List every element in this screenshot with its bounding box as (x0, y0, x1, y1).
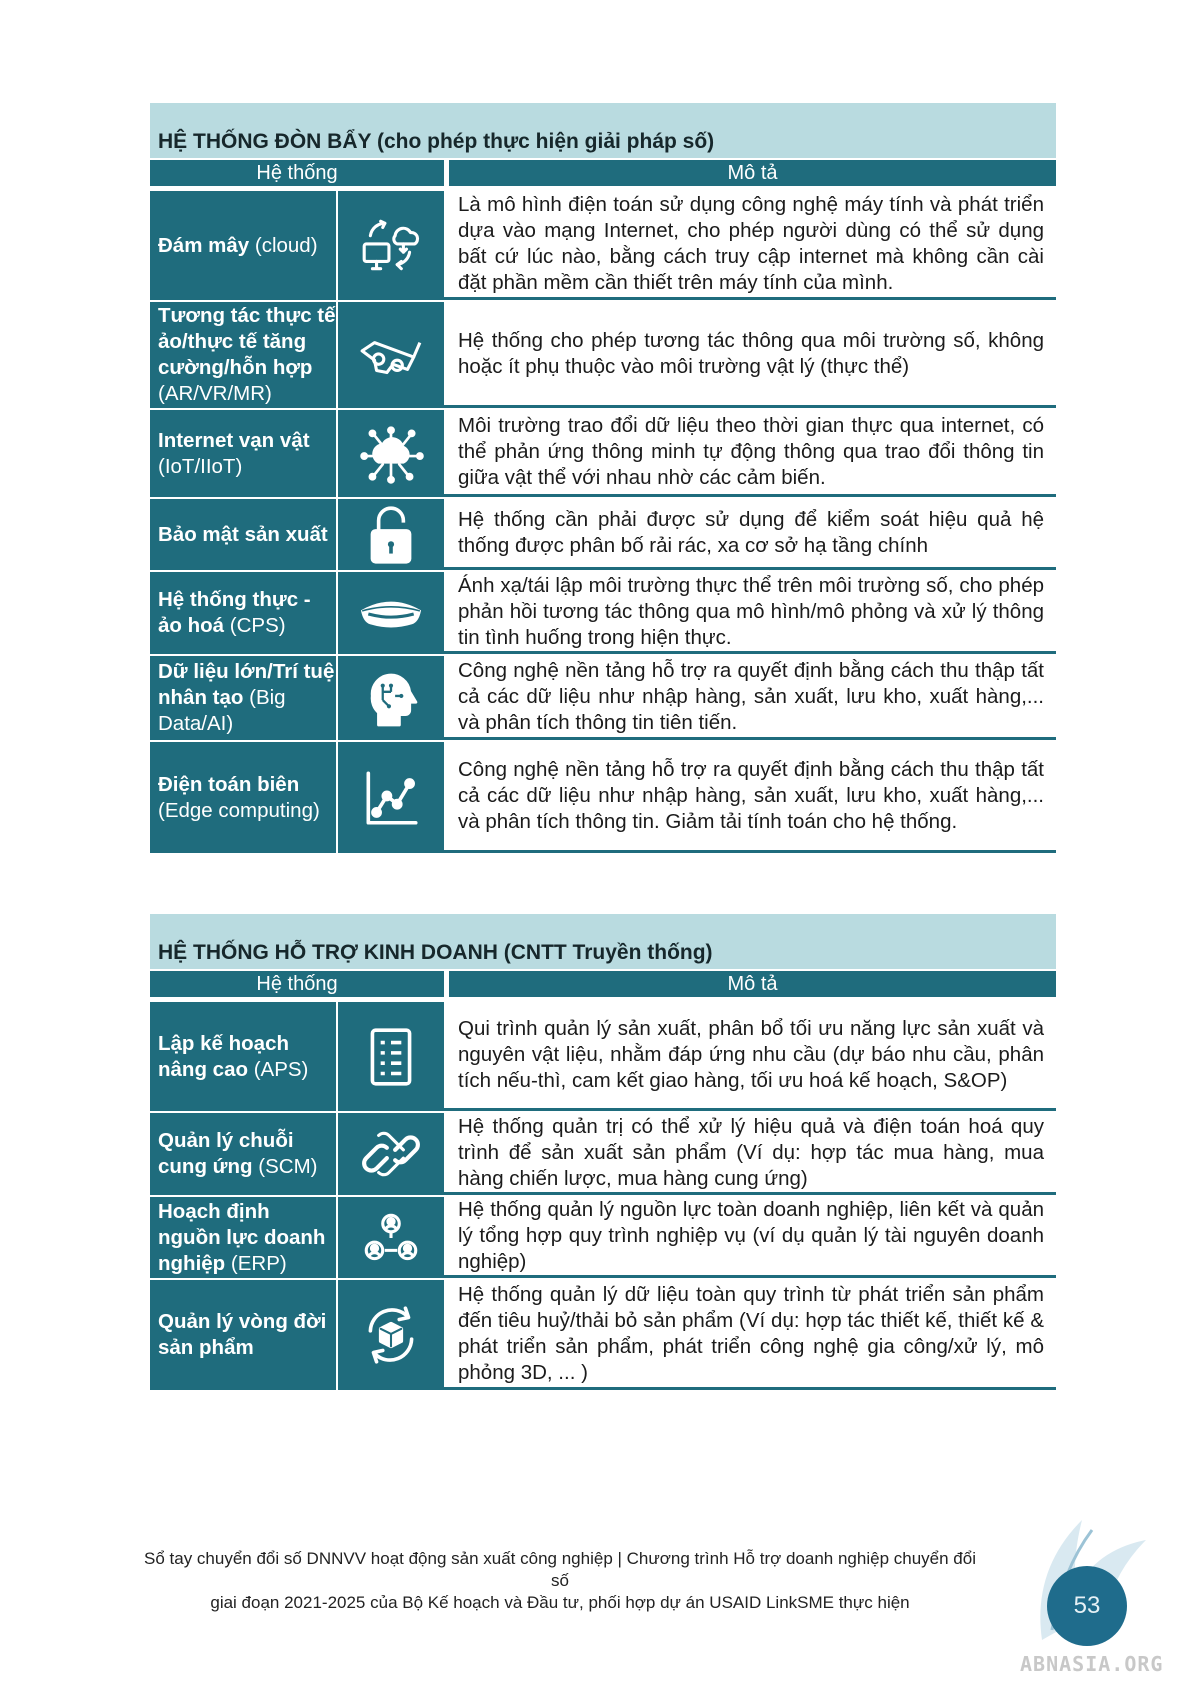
system-description: Hệ thống cần phải được sử dụng để kiểm soát hiệu quả hệ thống được phân bố rải rác, xa cơ sở hạ tầng chính (444, 499, 1056, 570)
system-description: Ánh xạ/tái lập môi trường thực thể trên môi trường số, cho phép phản hồi tương tác thông qua mô hình/mô phỏng và xử lý thông tin tình huống trong hiện thực. (444, 572, 1056, 654)
cloud-computer-icon (338, 191, 444, 300)
system-name: Quản lý vòng đời sản phẩm (150, 1280, 336, 1390)
system-description: Hệ thống quản trị có thể xử lý hiệu quả và điện toán hoá quy trình để sản xuất sản phẩm (Ví dụ: hợp tác mua hàng, mua hàng chiến lược, mua hàng cung ứng) (444, 1113, 1056, 1195)
system-description: Là mô hình điện toán sử dụng công nghệ máy tính và phát triển dựa vào mạng Internet, cho phép người dùng có thể sử dụng bất cứ lúc nào, bằng cách truy cập internet mà không cần cài đặt phần mềm cần thiết trên máy tính của mình. (444, 191, 1056, 300)
checklist-icon (338, 1002, 444, 1111)
table-row (150, 1280, 1056, 1390)
business-support-section (150, 914, 1056, 1394)
watermark: ABNASIA.ORG (1020, 1652, 1164, 1676)
table-row (150, 1197, 1056, 1278)
iot-cloud-network-icon (338, 410, 444, 497)
table-row (150, 1002, 1056, 1111)
system-name: Điện toán biên (Edge computing) (150, 742, 336, 853)
line-chart-icon (338, 742, 444, 853)
table-row (150, 1113, 1056, 1195)
system-description: Hệ thống quản lý dữ liệu toàn quy trình từ phát triển sản phẩm đến tiêu huỷ/thải bỏ sản phẩm (Ví dụ: hợp tác thiết kế, thiết kế & phát triển sản phẩm, phát triển công nghệ gia công/xử lý, mô phỏng 3D, ... ) (444, 1280, 1056, 1390)
system-name: Hoạch định nguồn lực doanh nghiệp (ERP) (150, 1197, 336, 1278)
table-row (150, 656, 1056, 740)
leverage-systems-section (150, 103, 1056, 860)
vr-headset-icon (338, 572, 444, 654)
system-name: Lập kế hoạch nâng cao (APS) (150, 1002, 336, 1111)
table-header (150, 971, 1056, 999)
page-number: 53 (1047, 1566, 1127, 1646)
system-name: Internet vạn vật (IoT/IIoT) (150, 410, 336, 497)
system-description: Hệ thống cho phép tương tác thông qua môi trường số, không hoặc ít phụ thuộc vào môi trường vật lý (thực thể) (444, 302, 1056, 408)
system-description: Hệ thống quản lý nguồn lực toàn doanh nghiệp, liên kết và quản lý tổng hợp quy trình nghiệp vụ (ví dụ quản lý tài nguyên doanh nghiệp) (444, 1197, 1056, 1278)
col-header-description: Mô tả (449, 971, 1056, 997)
system-description: Công nghệ nền tảng hỗ trợ ra quyết định bằng cách thu thập tất cả các dữ liệu như nhập hàng, sản xuất, lưu kho, xuất hàng,... và phân tích thông tin tiên tiến. (444, 656, 1056, 740)
col-header-system: Hệ thống (150, 160, 444, 186)
system-name: Hệ thống thực - ảo hoá (CPS) (150, 572, 336, 654)
system-description: Công nghệ nền tảng hỗ trợ ra quyết định bằng cách thu thập tất cả các dữ liệu như nhập hàng, sản xuất, lưu kho, xuất hàng,... và phân tích thông tin. Giảm tải tính toán cho hệ thống. (444, 742, 1056, 853)
product-cycle-icon (338, 1280, 444, 1390)
system-name: Bảo mật sản xuất (150, 499, 336, 570)
unlocked-padlock-icon (338, 499, 444, 570)
table-row (150, 499, 1056, 570)
system-description: Qui trình quản lý sản xuất, phân bổ tối ưu năng lực sản xuất và nguyên vật liệu, nhằm đáp ứng nhu cầu (dự báo nhu cầu, phân tích nếu-thì, cam kết giao hàng, tối ưu hoá kế hoạch, S&OP) (444, 1002, 1056, 1111)
table-row (150, 302, 1056, 408)
section-title: HỆ THỐNG ĐÒN BẨY (cho phép thực hiện giải pháp số) (150, 103, 1056, 158)
table-row (150, 410, 1056, 497)
system-name: Đám mây (cloud) (150, 191, 336, 300)
people-network-icon (338, 1197, 444, 1278)
footer-line-1: Sổ tay chuyển đổi số DNNVV hoạt động sản xuất công nghiệp | Chương trình Hỗ trợ doanh nghiệp chuyển đổi số (144, 1549, 976, 1590)
col-header-system: Hệ thống (150, 971, 444, 997)
system-name: Quản lý chuỗi cung ứng (SCM) (150, 1113, 336, 1195)
table-row (150, 742, 1056, 853)
ai-head-icon (338, 656, 444, 740)
system-name: Dữ liệu lớn/Trí tuệ nhân tạo (Big Data/AI) (150, 656, 336, 740)
vr-glasses-icon (338, 302, 444, 408)
page-footer (140, 1548, 980, 1614)
footer-line-2: giai đoạn 2021-2025 của Bộ Kế hoạch và Đầu tư, phối hợp dự án USAID LinkSME thực hiện (210, 1593, 910, 1612)
table-row (150, 572, 1056, 654)
chain-link-icon (338, 1113, 444, 1195)
section-title: HỆ THỐNG HỖ TRỢ KINH DOANH (CNTT Truyền thống) (150, 914, 1056, 969)
table-row (150, 191, 1056, 300)
system-description: Môi trường trao đổi dữ liệu theo thời gian thực qua internet, có thể phản ứng thông minh tự động thông qua trao đổi thông tin giữa vật thể với nhau nhờ các cảm biến. (444, 410, 1056, 497)
table-header (150, 160, 1056, 188)
col-header-description: Mô tả (449, 160, 1056, 186)
system-name: Tương tác thực tế ảo/thực tế tăng cường/hỗn hợp (AR/VR/MR) (150, 302, 336, 408)
